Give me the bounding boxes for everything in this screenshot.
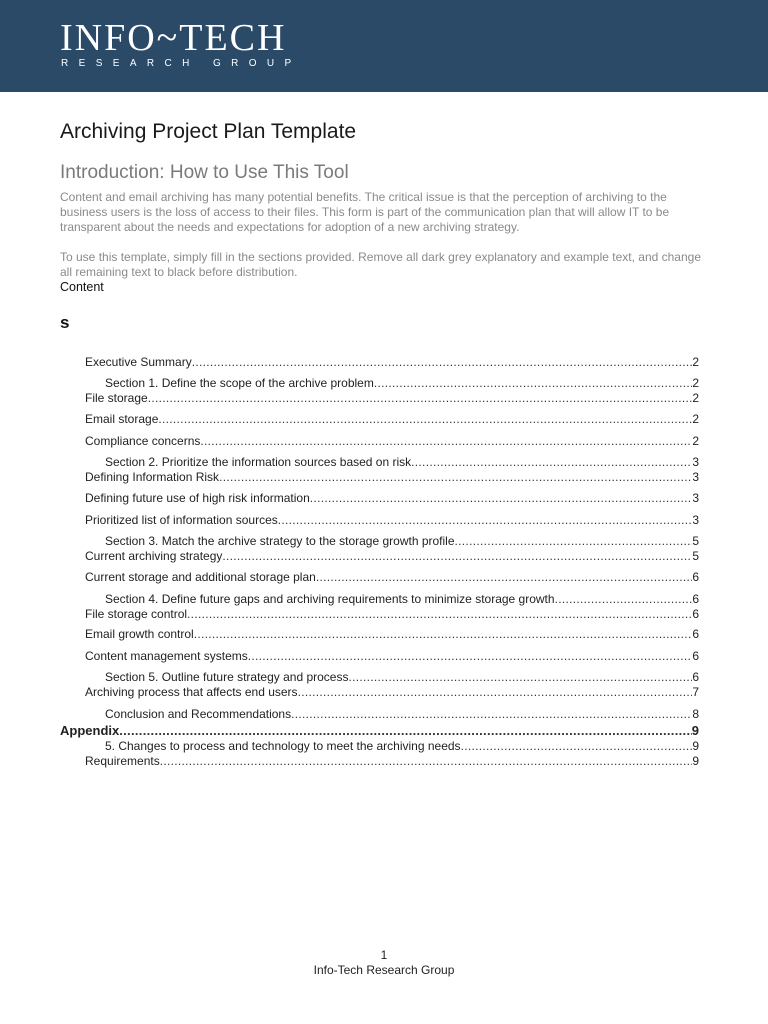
toc-entry[interactable] [105, 739, 699, 754]
intro-paragraph-1: Content and email archiving has many potential benefits. The critical issue is that the perception of archiving to the business users is the loss of access to their files. This form is part of the communication plan that will allow IT to be transparent about the needs and expectations for adoption of a new archiving strategy. [60, 190, 670, 234]
intro-paragraph-2: To use this template, simply fill in the sections provided. Remove all dark grey explanatory and example text, and change all remaining text to black before distribution. [60, 250, 702, 279]
toc-entry-page: 6 [692, 592, 699, 606]
toc-leader [248, 649, 693, 664]
contents-heading-suffix: s [60, 313, 70, 332]
toc-leader [278, 513, 693, 528]
toc-entry-page: 5 [692, 549, 699, 563]
toc-leader [555, 592, 693, 607]
toc-entry-text: Defining Information Risk [85, 470, 220, 484]
toc-entry-page: 2 [692, 355, 699, 369]
toc-leader [119, 723, 692, 738]
toc-leader [348, 670, 692, 685]
toc-entry[interactable] [105, 670, 699, 685]
company-logo-tagline: RESEARCH GROUP [61, 58, 302, 69]
contents-heading: Content [60, 280, 104, 294]
footer-page-number: 1 [380, 948, 388, 962]
toc-entry-page: 6 [692, 649, 699, 663]
toc-entry-page: 3 [692, 455, 699, 469]
toc-entry-page: 3 [692, 470, 699, 484]
toc-entry[interactable] [85, 649, 699, 664]
toc-entry-text: Section 3. Match the archive strategy to the storage growth profile [105, 534, 455, 548]
toc-entry-text: File storage [85, 391, 148, 405]
toc-entry-page: 2 [692, 376, 699, 390]
toc-entry-page: 2 [692, 434, 699, 448]
header-banner [0, 0, 768, 92]
toc-entry-text: Prioritized list of information sources [85, 513, 278, 527]
toc-entry[interactable] [85, 513, 699, 528]
toc-entry[interactable] [85, 470, 699, 485]
toc-entry[interactable] [85, 491, 699, 506]
toc-entry-text: Defining future use of high risk information [85, 491, 310, 505]
toc-leader [316, 570, 692, 585]
toc-entry-text: Email growth control [85, 627, 194, 641]
toc-entry[interactable] [85, 412, 699, 427]
toc-leader [455, 534, 693, 549]
toc-leader [310, 491, 693, 506]
toc-entry-page: 9 [691, 723, 699, 738]
toc-leader [148, 391, 693, 406]
toc-entry[interactable] [105, 534, 699, 549]
toc-entry[interactable] [105, 592, 699, 607]
toc-entry-page: 7 [692, 685, 699, 699]
toc-entry-text: Email storage [85, 412, 159, 426]
toc-leader [374, 376, 692, 391]
toc-entry-text: Compliance concerns [85, 434, 201, 448]
toc-entry[interactable] [85, 685, 699, 700]
toc-leader [411, 455, 692, 470]
toc-entry[interactable] [85, 570, 699, 585]
intro-heading: Introduction: How to Use This Tool [60, 162, 349, 183]
toc-entry-text: File storage control [85, 607, 188, 621]
toc-leader [160, 754, 693, 769]
toc-entry-text: Executive Summary [85, 355, 192, 369]
document-title: Archiving Project Plan Template [60, 120, 357, 143]
toc-entry[interactable] [85, 355, 699, 370]
toc-entry-page: 3 [692, 513, 699, 527]
toc-entry-text: Section 4. Define future gaps and archiving requirements to minimize storage growth [105, 592, 555, 606]
toc-leader [158, 412, 692, 427]
toc-entry-appendix[interactable] [60, 723, 699, 738]
toc-leader [298, 685, 693, 700]
toc-entry-page: 8 [692, 707, 699, 721]
toc-leader [461, 739, 693, 754]
toc-entry-page: 2 [692, 391, 699, 405]
toc-entry-text: Appendix [60, 723, 120, 738]
toc-leader [222, 549, 692, 564]
toc-entry-text: Current archiving strategy [85, 549, 223, 563]
toc-entry-text: Section 2. Prioritize the information sources based on risk [105, 455, 412, 469]
toc-entry-text: Archiving process that affects end users [85, 685, 298, 699]
toc-leader [200, 434, 692, 449]
toc-entry-page: 5 [692, 534, 699, 548]
toc-entry-page: 6 [692, 627, 699, 641]
toc-entry-page: 2 [692, 412, 699, 426]
toc-entry[interactable] [85, 754, 699, 769]
toc-leader [192, 355, 693, 370]
toc-entry[interactable] [85, 391, 699, 406]
toc-entry[interactable] [85, 434, 699, 449]
toc-entry[interactable] [105, 376, 699, 391]
toc-entry-text: Requirements [85, 754, 160, 768]
toc-entry-text: Content management systems [85, 649, 248, 663]
company-logo: INFO~TECH [60, 17, 287, 59]
toc-entry-page: 6 [692, 670, 699, 684]
toc-entry-text: 5. Changes to process and technology to meet the archiving needs [105, 739, 461, 753]
toc-leader [291, 707, 692, 722]
toc-entry-text: Section 1. Define the scope of the archive problem [105, 376, 374, 390]
toc-entry-page: 9 [692, 754, 699, 768]
toc-entry[interactable] [85, 549, 699, 564]
toc-entry-text: Current storage and additional storage plan [85, 570, 316, 584]
toc-entry[interactable] [105, 707, 699, 722]
toc-entry[interactable] [85, 627, 699, 642]
toc-entry-page: 6 [692, 607, 699, 621]
toc-leader [187, 607, 692, 622]
toc-leader [194, 627, 693, 642]
toc-entry-page: 9 [692, 739, 699, 753]
toc-entry-text: Conclusion and Recommendations [105, 707, 292, 721]
toc-entry-page: 3 [692, 491, 699, 505]
footer-company-name: Info-Tech Research Group [313, 963, 455, 977]
toc-entry[interactable] [85, 607, 699, 622]
toc-leader [219, 470, 692, 485]
toc-entry[interactable] [105, 455, 699, 470]
toc-entry-text: Section 5. Outline future strategy and process [105, 670, 349, 684]
toc-entry-page: 6 [692, 570, 699, 584]
